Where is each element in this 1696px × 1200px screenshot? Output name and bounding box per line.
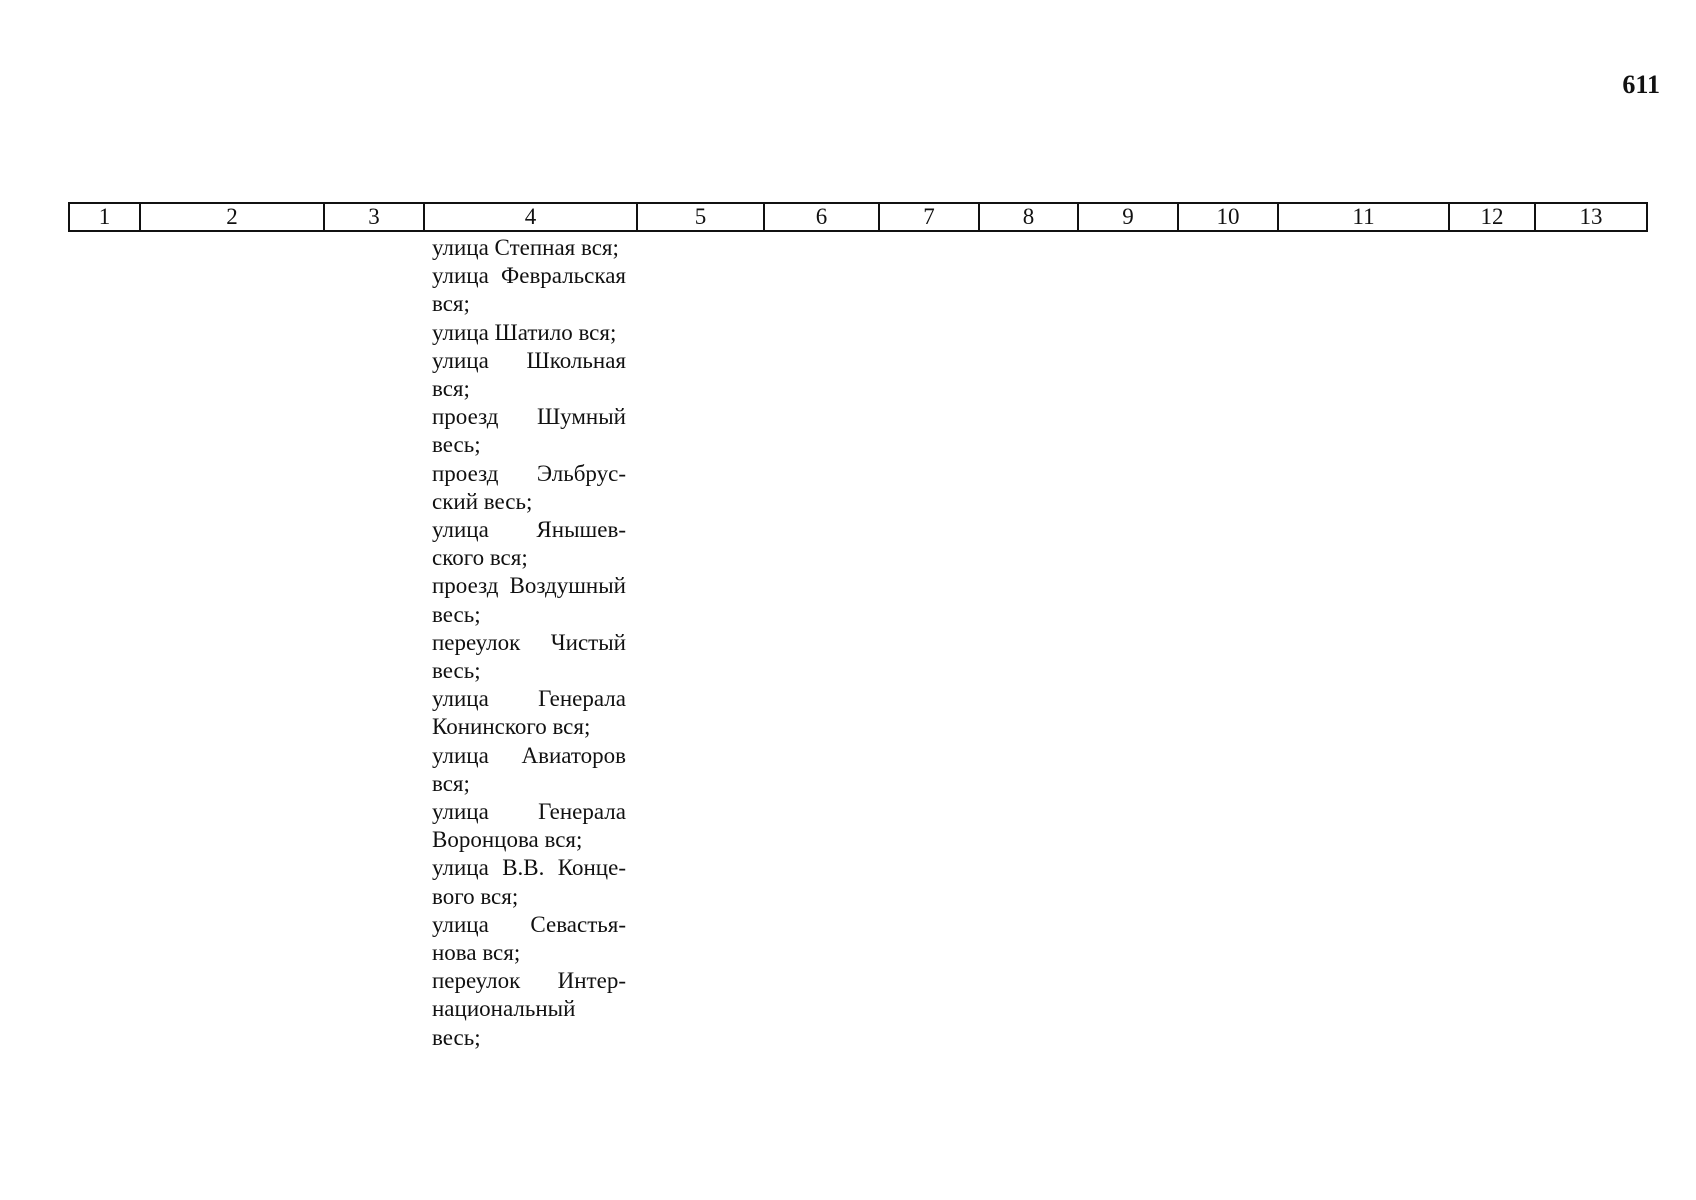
street-entry: проезд Эльбрусский весь;: [432, 460, 626, 514]
column-number-cell: 7: [879, 203, 979, 231]
street-entry: улица Школьная вся;: [432, 347, 626, 402]
column-number-cell: 6: [764, 203, 879, 231]
street-entry: улица Генерала Воронцова вся;: [432, 799, 626, 853]
column-number-cell: 3: [324, 203, 424, 231]
street-entry: улица Авиаторов вся;: [432, 742, 626, 796]
street-entry: улица В.В. Концевого вся;: [432, 855, 626, 909]
column-number-cell: 4: [424, 203, 637, 231]
column-number-cell: 11: [1278, 203, 1449, 231]
column-number-cell: 8: [979, 203, 1078, 231]
street-entry: проезд Воздушный весь;: [432, 573, 626, 627]
street-list: [432, 234, 626, 1052]
street-entry: переулок Чистый весь;: [432, 629, 626, 684]
street-entry: переулок Интернациональный весь;: [432, 968, 626, 1050]
column-number-header: [68, 202, 1648, 232]
column-number-cell: 9: [1078, 203, 1178, 231]
column-number-cell: 2: [140, 203, 324, 231]
street-entry: улица Севастьянова вся;: [432, 911, 626, 966]
column-number-cell: 12: [1449, 203, 1535, 231]
street-entry: улица Янышевского вся;: [432, 517, 626, 571]
column-number-cell: 13: [1535, 203, 1647, 231]
street-entry: улица Шатило вся;: [432, 319, 617, 345]
street-entry: улица Степная вся;: [432, 235, 619, 260]
street-entry: улица Генерала Конинского вся;: [432, 686, 626, 740]
header-row: [69, 203, 1647, 231]
column-number-cell: 5: [637, 203, 764, 231]
page-number: 611: [1622, 70, 1660, 99]
column-number-cell: 10: [1178, 203, 1278, 231]
street-entry: проезд Шумный весь;: [432, 404, 626, 458]
column-number-cell: 1: [69, 203, 140, 231]
street-entry: улица Февральская вся;: [432, 263, 626, 317]
